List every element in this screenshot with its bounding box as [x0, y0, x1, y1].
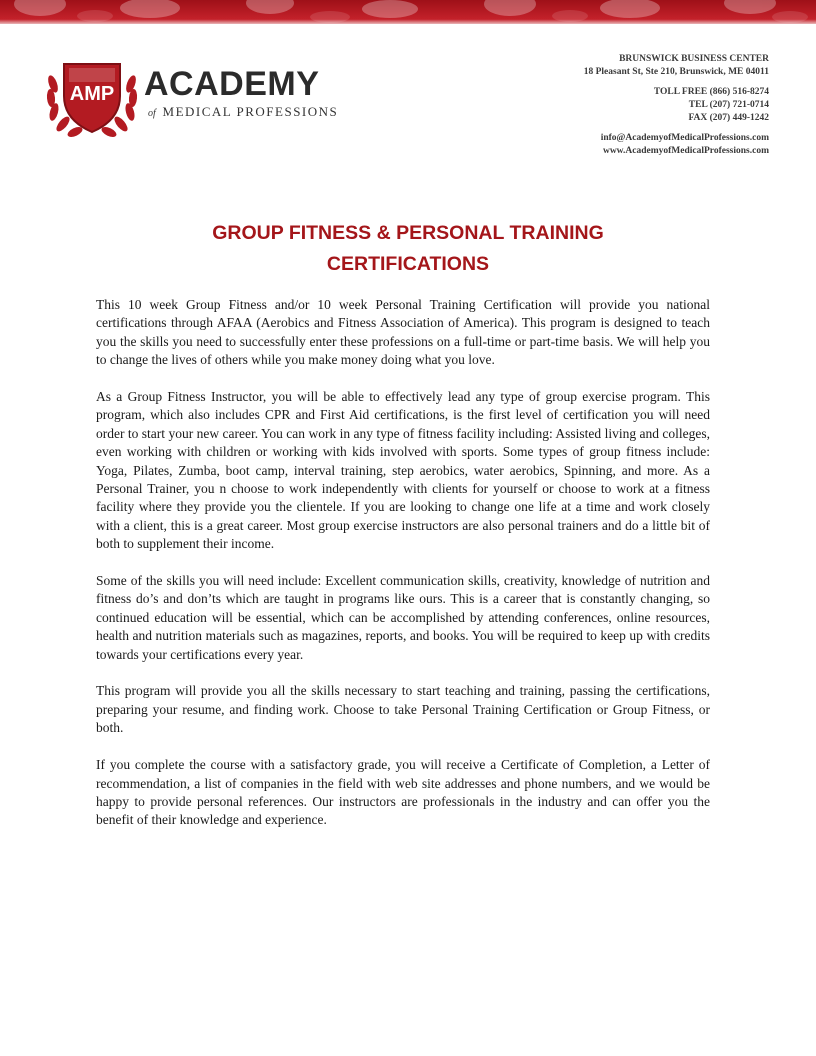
contact-block [584, 53, 769, 158]
paragraph-program: This program will provide you all the skills necessary to start teaching and training, passing the certifications, preparing your resume, and finding work. Choose to take Personal Training Certification or Group Fitness, or both. [96, 683, 710, 736]
paragraph-intro: This 10 week Group Fitness and/or 10 week Personal Training Certification will provide you national certifications through AFAA (Aerobics and Fitness Association of America). This program is designed to teach you the skills you need to successfully enter these professions on a full-time or part-time basis. We will help you to change the lives of others while you make money doing what you love. [96, 297, 710, 368]
paragraph-completion: If you complete the course with a satisfactory grade, you will receive a Certificate of Completion, a Letter of recommendation, a list of companies in the field with web site addresses and phone numbers, and we would be happy to provide personal references. Our instructors are professionals in the industry and can offer you the benefit of their knowledge and experience. [96, 757, 710, 828]
contact-center: BRUNSWICK BUSINESS CENTER [619, 54, 769, 64]
title-line-2: CERTIFICATIONS [326, 253, 490, 275]
brand-wordmark [144, 66, 338, 120]
brand-subtitle [144, 104, 338, 120]
brand-name: ACADEMY [144, 65, 320, 103]
contact-tel: TEL (207) 721-0714 [688, 100, 769, 110]
header-banner [0, 0, 816, 24]
title-line-1: GROUP FITNESS & PERSONAL TRAINING [212, 222, 604, 244]
amp-logo [44, 54, 140, 140]
document-body [96, 296, 710, 848]
contact-website[interactable]: www.AcademyofMedicalProfessions.com [602, 146, 769, 156]
brand-of: of [148, 108, 156, 119]
document-title [90, 218, 726, 280]
logo-monogram: AMP [69, 83, 115, 105]
contact-address: 18 Pleasant St, Ste 210, Brunswick, ME 04011 [583, 67, 769, 77]
contact-fax: FAX (207) 449-1242 [688, 113, 769, 123]
brand-subtitle-text: MEDICAL PROFESSIONS [162, 104, 339, 119]
paragraph-group-fitness: As a Group Fitness Instructor, you will be able to effectively lead any type of group exercise program. This program, which also includes CPR and First Aid certifications, is the first level of certification you will need order to start your new career. You can work in any type of fitness facility including: Assisted living and colleges, even working with children or working with kids involved with sports. Some types of group fitness include: Yoga, Pilates, Zumba, boot camp, interval training, step aerobics, water aerobics, Spinning, and more. As a Personal Trainer, you n choose to work independently with clients for yourself or choose to work at a fitness facility where they provide you the clientele. If you are looking to change one life at a time and work closely with a client, this is a great career. Most group exercise instructors are also personal trainers and do a little bit of both to supplement their income. [96, 389, 710, 552]
paragraph-skills: Some of the skills you will need include: Excellent communication skills, creativity, knowledge of nutrition and fitness do’s and don’ts which are taught in programs like ours. This is a career that is constantly changing, so continued education will be essential, which can be accomplished by attending conferences, online resources, health and nutrition materials such as magazines, reports, and books. You will be required to keep up with credits towards your certifications every year. [96, 573, 710, 662]
contact-toll-free: TOLL FREE (866) 516-8274 [653, 87, 769, 97]
contact-email[interactable]: info@AcademyofMedicalProfessions.com [600, 133, 769, 143]
